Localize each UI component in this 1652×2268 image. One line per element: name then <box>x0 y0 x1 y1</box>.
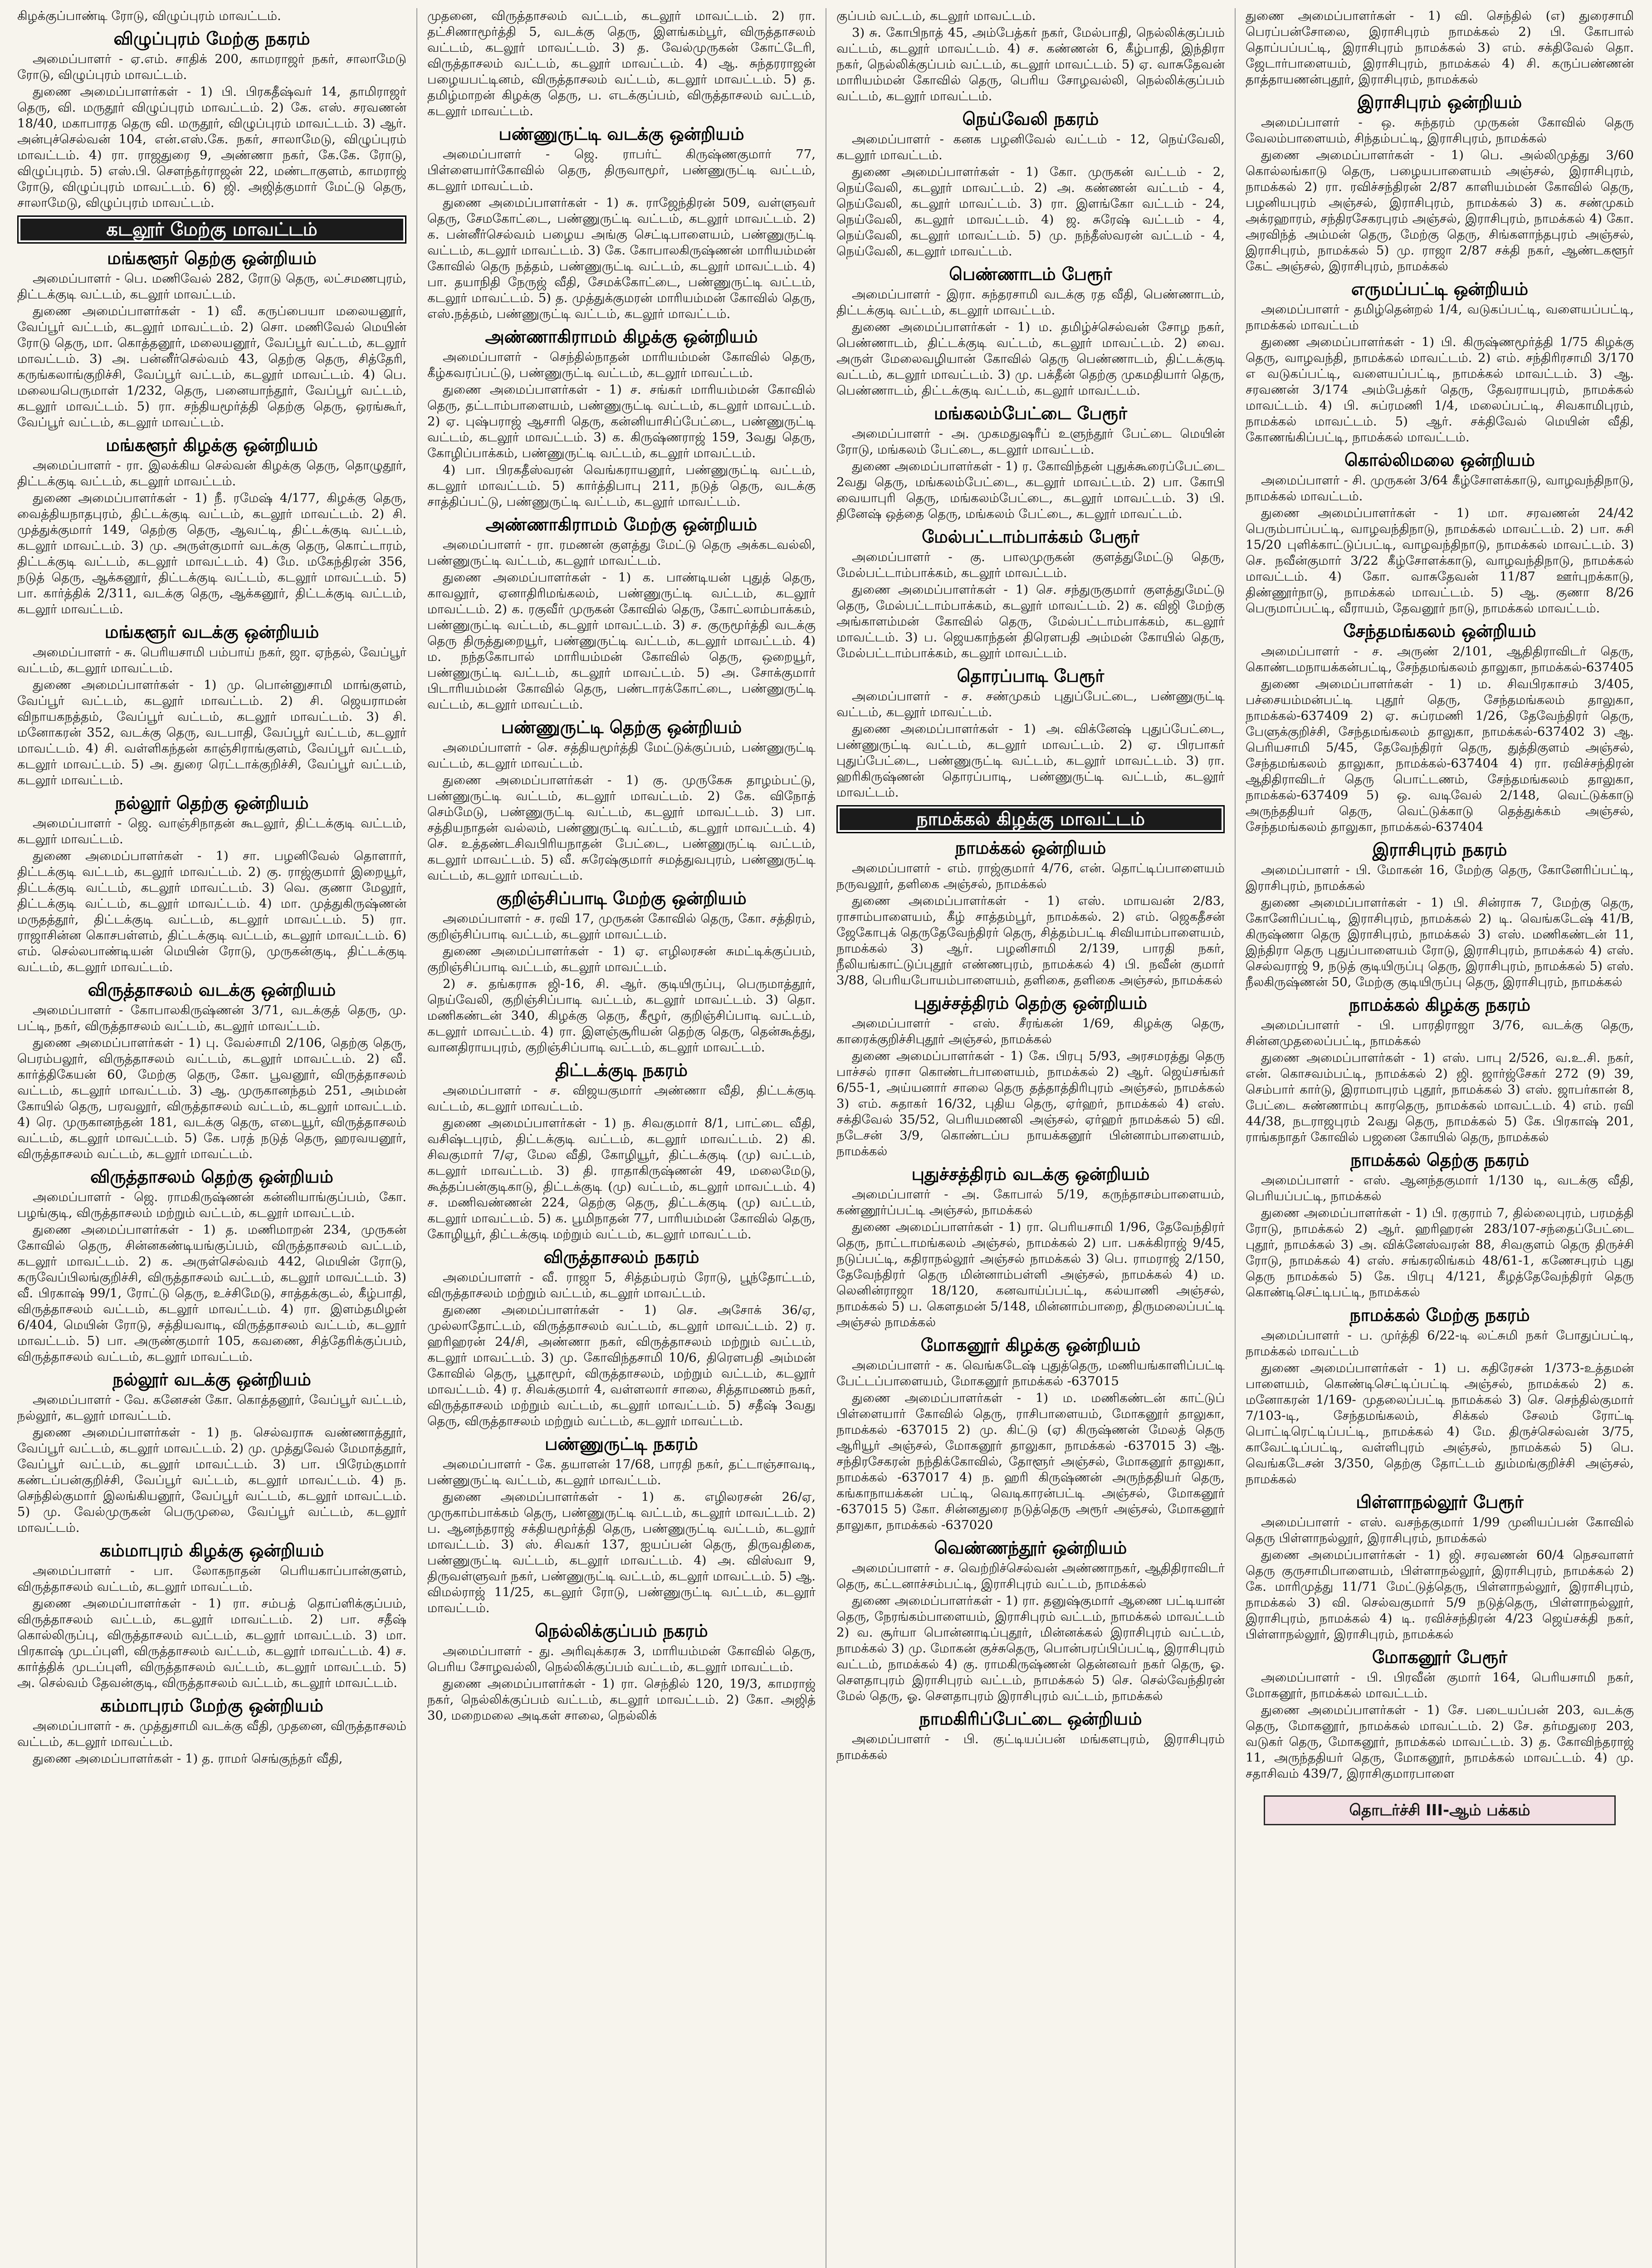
member-paragraph: அமைப்பாளர் - கனக பழனிவேல் வட்டம் - 12, நெய்வேலி, கடலூர் மாவட்டம். <box>836 132 1225 162</box>
member-paragraph: அமைப்பாளர் - பா. லோகநாதன் பெரியகாப்பான்குளம், விருத்தாசலம் வட்டம், கடலூர் மாவட்டம். <box>17 1564 406 1594</box>
member-paragraph: துணை அமைப்பாளர்கள் - 1) சு. ராஜேந்திரன் 509, வள்ளுவர் தெரு, சேமகோட்டை, பண்ணுருட்டி வட்டம், கடலூர் மாவட்டம். 2) க. பன்னீர்செல்வம் பழைய அங்கு செட்டிபாளையம், பண்ணுருட்டி வட்டம், கடலூர் மாவட்டம். 3) கே. கோபாலகிருஷ்ணன் மாரியம்மன் கோவில் தெரு நத்தம், பண்ணுருட்டி வட்டம், கடலூர் மாவட்டம். 4) பா. தயாநிதி நேருஜ் வீதி, சேமக்கோட்டை, பண்ணுருட்டி வட்டம், கடலூர் மாவட்டம். 5) த. முத்துக்குமரன் மாரியம்மன் கோவில் தெரு, எஸ்.நத்தம், பண்ணுருட்டி வட்டம், கடலூர் மாவட்டம். <box>427 196 816 321</box>
section-heading: கம்மாபுரம் மேற்கு ஒன்றியம் <box>100 1696 323 1716</box>
column-3 <box>826 8 1235 2268</box>
section-heading: சேந்தமங்கலம் ஒன்றியம் <box>1343 621 1536 641</box>
union-section <box>836 992 1225 1159</box>
member-paragraph: அமைப்பாளர் - பி. பாரதிராஜா 3/76, வடக்கு தெரு, சின்னமுதலைப்பட்டி, நாமக்கல் <box>1246 1018 1634 1048</box>
member-paragraph: துணை அமைப்பாளர்கள் - 1) பி. கிருஷ்ணமூர்த்தி 1/75 கிழக்கு தெரு, வாழவந்தி, நாமக்கல் மாவட்டம். 2) எம். சந்திரிரசாமி 3/170 எ வடுகப்பட்டி, வளையப்பட்டி, நாமக்கல் மாவட்டம். 3) ஆ. சரவணன் 3/174 அம்பேத்கர் தெரு, தேவராயபுரம், நாமக்கல் மாவட்டம். 4) பி. சுப்ரமணி 1/4, மலைப்பட்டி, சிவகாமிபுரம், நாமக்கல் மாவட்டம். 5) ஆர். சக்திவேல் மெயின் வீதி, கோணங்கிப்பட்டி, நாமக்கல் மாவட்டம். <box>1246 335 1634 445</box>
member-paragraph: துணை அமைப்பாளர்கள் - 1) ந. செல்வராசு வண்ணாத்தூர், வேப்பூர் வட்டம், கடலூர் மாவட்டம். 2) மு. முத்துவேல் மேமாத்தூர், வேப்பூர் வட்டம், கடலூர் மாவட்டம். 3) பா. பிரேம்குமார் கண்டப்பன்குறிச்சி, வேப்பூர் வட்டம், கடலூர் மாவட்டம். 4) ந. செந்தில்குமார் இலங்கியனூர், வேப்பூர் வட்டம், கடலூர் மாவட்டம். 5) மு. வேல்முருகன் பெருமுலை, வேப்பூர் வட்டம், கடலூர் மாவட்டம். <box>17 1425 406 1535</box>
section-heading: மேல்பட்டாம்பாக்கம் பேரூர் <box>922 527 1139 547</box>
section-heading: நாமகிரிப்பேட்டை ஒன்றியம் <box>919 1709 1142 1729</box>
union-section <box>836 402 1225 522</box>
member-paragraph: துணை அமைப்பாளர்கள் - 1) பி. ரகுராம் 7, தில்லைபுரம், பரமத்தி ரோடு, நாமக்கல் 2) ஆர். ஹரிஹரன் 283/107-சந்தைப்பேட்டை புதூர், நாமக்கல் 3) அ. விக்னேஸ்வரன் 88, சிவகுளம் தெரு திருச்சி ரோடு, நாமக்கல் 4) எஸ். சங்கரலிங்கம் 48/61-1, கணேசபுரம் புது தெரு நாமக்கல் 5) கே. பிரபு 4/121, கீழத்தேவேந்திரர் தெரு கொண்டிசெட்டிபட்டி, நாமக்கல் <box>1246 1206 1634 1300</box>
member-paragraph: அமைப்பாளர் - ரா. ரமணன் குளத்து மேட்டு தெரு அக்கடவல்லி, பண்ணுருட்டி வட்டம், கடலூர் மாவட்டம். <box>427 538 816 568</box>
district-section <box>836 805 1225 833</box>
member-paragraph: துணை அமைப்பாளர்கள் - 1) பெ. அல்லிமுத்து 3/60 கொல்லங்காடு தெரு, பழையபாளையம் அஞ்சல், இராசிபுரம், நாமக்கல் 2) ரா. ரவிச்சந்திரன் 2/87 காளியம்மன் கோவில் தெரு, பழனியபுரம் அஞ்சல், இராசிபுரம், நாமக்கல் 3) க. சண்முகம் அக்ரஹாரம், சந்திரசேகரபுரம் அஞ்சல், இராசிபுரம், நாமக்கல் 4) கோ. அரவிந்த் அம்மன் தெரு, மேற்கு தெரு, சிங்களாந்தபுரம் அஞ்சல், இராசிபுரம், நாமக்கல் 5) மு. ராஜா 2/87 சக்தி நகர், ஆண்டகளூர் கேட் அஞ்சல், இராசிபுரம், நாமக்கல் <box>1246 148 1634 274</box>
member-paragraph: கிழக்குப்பாண்டி ரோடு, விழுப்புரம் மாவட்டம். <box>17 9 281 23</box>
member-paragraph: அமைப்பாளர் - எஸ். ஆனந்தகுமார் 1/130 டி, வடக்கு வீதி, பெரியப்பட்டி, நாமக்கல் <box>1246 1173 1634 1203</box>
member-paragraph: துணை அமைப்பாளர்கள் - 1) ந. சிவகுமார் 8/1, பாட்டை வீதி, வசிஷ்டபுரம், திட்டக்குடி வட்டம், கடலூர் மாவட்டம். 2) கி. சிவகுமார் 7/ஏ, மேல வீதி, கோழியூர், திட்டக்குடி (மு) வட்டம், கடலூர் மாவட்டம். 3) தி. ராதாகிருஷ்ணன் 49, மலைமேடு, கூத்தப்பன்குடிகாடு, திட்டக்குடி (மு) வட்டம், கடலூர் மாவட்டம். 4) ச. மணிவண்ணன் 224, தெற்கு தெரு, திட்டக்குடி (மு) வட்டம், கடலூர் மாவட்டம். 5) க. பூமிநாதன் 77, பாரியம்மன் கோவில் தெரு, கோழியூர், திட்டக்குடி மற்றும் வட்டம், கடலூர் மாவட்டம். <box>427 1116 816 1242</box>
member-paragraph: துணை அமைப்பாளர்கள் - 1) எஸ். பாபு 2/526, வ.உ.சி. நகர், என். கொசவம்பட்டி, நாமக்கல் 2) ஜி. ஜார்ஜ்சேகர் 272 (9) 39, செம்பார் கார்டு, இராமாபுரம் புதூர், நாமக்கல் 3) எஸ். ஜாபர்கான் 8, பேட்டை சுண்ணாம்பு காரதெரு, நாமக்கல் மாவட்டம். 4) எம். ரவி 44/38, நடராஜபுரம் 2வது தெரு, நாமக்கல் 5) கே. பிரகாஷ் 201, ராங்கநாதர் கோவில் பஜனை கோயில் தெரு, நாமக்கல் <box>1246 1051 1634 1144</box>
section-heading: நெல்லிக்குப்பம் நகரம் <box>535 1621 708 1641</box>
member-paragraph: துணை அமைப்பாளர்கள் - 1) ப. கதிரேசன் 1/373-உத்தமன் பாளையம், கொண்டிசெட்டிப்பட்டி அஞ்சல், நாமக்கல் 2) க. மனோகரன் 1/169- முதலைப்பட்டி நாமக்கல் 3) செ. செந்தில்குமார் 7/103-டி, சேந்தமங்கலம், சிக்கல் சேலம் ரோட்டி பொட்டிரெட்டிப்பட்டி, நாமக்கல் 4) மே. திருச்செல்வன் 3/75, காவேட்டிப்பட்டி, வள்ளிபுரம் அஞ்சல், நாமக்கல் 5) பெ. வெங்கடேசன் 3/350, தெற்கு தோட்டம் தும்மங்குறிச்சி அஞ்சல், நாமக்கல் <box>1246 1361 1634 1486</box>
section-heading: மங்கலம்பேட்டை பேரூர் <box>934 403 1127 423</box>
union-section <box>1246 1304 1634 1487</box>
member-paragraph: அமைப்பாளர் - ஒ. சுந்தரம் முருகன் கோவில் தெரு வேலம்பாளையம், சிந்தம்பட்டி, இராசிபுரம், நாமக்கல் <box>1246 115 1634 146</box>
union-section <box>427 1620 816 1724</box>
member-paragraph: அமைப்பாளர் - சு. முத்துசாமி வடக்கு வீதி, முதனை, விருத்தாசலம் வட்டம், கடலூர் மாவட்டம். <box>17 1719 407 1749</box>
member-paragraph: துணை அமைப்பாளர்கள் - 1) க. எழிலரசன் 26/ஏ, முருகாம்பாக்கம் தெரு, பண்ணுருட்டி வட்டம், கடலூர் மாவட்டம். 2) ப. ஆனந்தராஜ் சக்தியமூர்த்தி தெரு, பண்ணுருட்டி வட்டம், கடலூர் மாவட்டம். 3) ஸ். சிவகர் 137, ஐயப்பன் தெரு, திருவதிகை, பண்ணுருட்டி வட்டம், கடலூர் மாவட்டம். 4) அ. விஸ்வா 9, திருவள்ளுவர் நகர், பண்ணுருட்டி வட்டம், கடலூர் மாவட்டம். 5) ஆ. விமல்ராஜ் 11/25, கடலூர் ரோடு, பண்ணுருட்டி வட்டம், கடலூர் மாவட்டம். <box>427 1490 816 1615</box>
union-section <box>1246 620 1634 835</box>
union-section <box>1246 1646 1634 1782</box>
union-section <box>427 123 816 322</box>
section-heading: குறிஞ்சிப்பாடி மேற்கு ஒன்றியம் <box>496 888 747 908</box>
union-section <box>1246 1491 1634 1642</box>
section-heading: அண்ணாகிராமம் கிழக்கு ஒன்றியம் <box>485 327 758 347</box>
member-paragraph: அமைப்பாளர் - ரா. இலக்கிய செல்வன் கிழக்கு தெரு, தொழுதூர், திட்டக்குடி வட்டம், கடலூர் மாவட்டம். <box>17 458 406 489</box>
member-paragraph: துணை அமைப்பாளர்கள் - 1) ச. சங்கர் மாரியம்மன் கோவில் தெரு, தட்டாம்பாளையம், பண்ணுருட்டி வட்டம், கடலூர் மாவட்டம். 2) ஏ. புஷ்பராஜ் ஆசாரி தெரு, கன்னியாசிப்பேட்டை, பண்ணுருட்டி வட்டம், கடலூர் மாவட்டம். 3) க. கிருஷ்ணராஜ் 159, 3வது தெரு, கோழிப்பாக்கம், பண்ணுருட்டி வட்டம், கடலூர் மாவட்டம். <box>427 382 816 460</box>
member-paragraph: 2) ச. தங்கராசு ஜி-16, சி. ஆர். குடியிருப்பு, பெருமாத்தூர், நெய்வேலி, குறிஞ்சிப்பாடி வட்டம், கடலூர் மாவட்டம். 3) தொ. மணிகண்டன் 340, கிழக்கு தெரு, கீழூர், குறிஞ்சிப்பாடி வட்டம், கடலூர் மாவட்டம். 4) ரா. இளஞ்சூரியன் தெற்கு தெரு, தென்கூத்து, வானதிராயபுரம், குறிஞ்சிப்பாடி வட்டம், கடலூர் மாவட்டம். <box>427 977 816 1055</box>
member-paragraph: அமைப்பாளர் - பி. குட்டியப்பன் மங்களபுரம், இராசிபுரம் நாமக்கல் <box>836 1732 1225 1762</box>
section-heading: அண்ணாகிராமம் மேற்கு ஒன்றியம் <box>485 514 758 534</box>
member-paragraph: அமைப்பாளர் - ச. சண்முகம் புதுப்பேட்டை, பண்ணுருட்டி வட்டம், கடலூர் மாவட்டம். <box>836 689 1225 719</box>
union-section <box>17 28 406 211</box>
section-heading: மங்களூர் தெற்கு ஒன்றியம் <box>107 248 317 268</box>
section-heading: நெய்வேலி நகரம் <box>962 109 1099 129</box>
member-paragraph: அமைப்பாளர் - எஸ். வசந்தகுமார் 1/99 முனியப்பன் கோவில் தெரு பிள்ளாநல்லூர், இராசிபுரம், நாமக்கல் <box>1246 1515 1634 1545</box>
member-paragraph: அமைப்பாளர் - செந்தில்நாதன் மாரியம்மன் கோவில் தெரு, கீழ்கவரப்பட்டு, பண்ணுருட்டி வட்டம், கடலூர் மாவட்டம். <box>427 350 816 380</box>
section-heading: விருத்தாசலம் தெற்கு ஒன்றியம் <box>90 1167 333 1187</box>
union-section <box>836 8 1225 104</box>
member-paragraph: அமைப்பாளர் - பி. மோகன் 16, மேற்கு தெரு, கோனேரிப்பட்டி, இராசிபுரம், நாமக்கல் <box>1246 863 1634 893</box>
member-paragraph: துணை அமைப்பாளர்கள் - 1) த. மணிமாறன் 234, முருகன் கோவில் தெரு, சின்னகண்டியங்குப்பம், விருத்தாசலம் வட்டம், கடலூர் மாவட்டம். 2) க. அருள்செல்வம் 442, மெயின் ரோடு, கருவேப்பிலங்குறிச்சி, விருத்தாசலம் வட்டம், கடலூர் மாவட்டம். 3) வீ. பிரகாஷ் 99/1, ரோட்டு தெரு, உச்சிமேடு, சாத்தக்குடல், கீழ்பாதி, விருத்தாசலம் வட்டம், கடலூர் மாவட்டம். 4) ரா. இளம்தமிழன் 6/404, மெயின் ரோடு, சத்தியவாடி, விருத்தாசலம் வட்டம், கடலூர் மாவட்டம். 5) பா. அருண்குமார் 105, கவணை, சித்தேரிக்குப்பம், விருத்தாசலம் வட்டம், கடலூர் மாவட்டம். <box>17 1222 406 1364</box>
member-paragraph: துணை அமைப்பாளர்கள் - 1) ம. சிவபிரகாசம் 3/405, பச்சையம்மன்பட்டி புதூர் தெரு, சேந்தமங்கலம் தாலுகா, நாமக்கல்-637409 2) ஏ. சுப்ரமணி 1/26, தேவேந்திரர் தெரு, பேளுக்குறிச்சி, சேந்தமங்கலம் தாலுகா, நாமக்கல்-637402 3) ஆ. பெரியசாமி 5/45, தேவேந்திரர் தெரு, துத்திகுளம் அஞ்சல், சேந்தமங்கலம் தாலுகா, நாமக்கல்-637404 4) ரா. ரவிச்சந்திரன் ஆதிதிராவிடர் தெரு பொட்டணம், சேந்தமங்கலம் தாலுகா, நாமக்கல்-637409 5) ஒ. வடிவேல் 2/148, வெட்டுக்காடு அருந்ததியர் தெரு, வெட்டுக்காடு தெத்துக்கம் அஞ்சல், சேந்தமங்கலம் தாலுகா, நாமக்கல்-637404 <box>1246 677 1634 834</box>
section-heading: நல்லூர் வடக்கு ஒன்றியம் <box>112 1369 311 1389</box>
union-section <box>427 8 816 119</box>
union-section <box>17 8 406 24</box>
section-heading: மங்களூர் வடக்கு ஒன்றியம் <box>104 622 319 642</box>
member-paragraph: துணை அமைப்பாளர்கள் - 1) சே. படையப்பன் 203, வடக்கு தெரு, மோகனூர், நாமக்கல் மாவட்டம். 2) சே. தர்மதுரை 203, வடுகர் தெரு, மோகனூர், நாமக்கல் மாவட்டம். 3) த. கோவிந்தராஜ் 11, அருந்ததியர் தெரு, மோகனூர், நாமக்கல் மாவட்டம். 4) மு. சதாசிவம் 439/7, இராசிகுமாரபாளை <box>1246 1703 1634 1781</box>
member-paragraph: துணை அமைப்பாளர்கள் - 1) ஜி. சரவணன் 60/4 நெசவாளர் தெரு குருசாமிபாளையம், பிள்ளாநல்லூர், இராசிபுரம், நாமக்கல் 2) கே. மாரிமுத்து 11/71 மேட்டுத்தெரு, பிள்ளாநல்லூர், இராசிபுரம், நாமக்கல் 3) வி. செல்வகுமார் 5/9 நடுத்தெரு, பிள்ளாநல்லூர், இராசிபுரம், நாமக்கல் 4) டி. ரவிச்சந்திரன் 4/23 ஜெய்சக்தி நகர், பிள்ளாநல்லூர், இராசிபுரம், நாமக்கல் <box>1246 1548 1634 1642</box>
member-paragraph: துணை அமைப்பாளர்கள் - 1) அ. விக்னேஷ் புதுப்பேட்டை, பண்ணுருட்டி வட்டம், கடலூர் மாவட்டம். 2) ஏ. பிரபாகர் புதுப்பேட்டை, பண்ணுருட்டி வட்டம், கடலூர் மாவட்டம். 3) ரா. ஹரிகிருஷ்ணன் தொரப்பாடி, பண்ணுருட்டி வட்டம், கடலூர் மாவட்டம். <box>836 722 1225 800</box>
union-section <box>17 621 406 788</box>
section-heading: நல்லூர் தெற்கு ஒன்றியம் <box>115 793 309 813</box>
member-paragraph: அமைப்பாளர் - சு. பெரியசாமி பம்பாய் நகர், ஜா. ஏந்தல், வேப்பூர் வட்டம், கடலூர் மாவட்டம். <box>17 645 406 675</box>
member-paragraph: துணை அமைப்பாளர்கள் - 1) பு. வேல்சாமி 2/106, தெற்கு தெரு, பெரம்பலூர், விருத்தாசலம் வட்டம், கடலூர் மாவட்டம். 2) வீ. கார்த்திகேயன் 60, மேற்கு தெரு, கோ. பூவனூர், விருத்தாசலம் வட்டம், கடலூர் மாவட்டம். 3) ஆ. முருகானந்தம் 251, அம்மன் கோயில் தெரு, பரவலூர், விருத்தாசலம் வட்டம், கடலூர் மாவட்டம். 4) ரெ. முருகானந்தன் 181, வடக்கு தெரு, எடையூர், விருத்தாசலம் வட்டம், கடலூர் மாவட்டம். 5) கே. பரத் நடுத் தெரு, ஹரவயனூர், விருத்தாசலம் வட்டம், கடலூர் மாவட்டம். <box>17 1036 406 1161</box>
member-paragraph: அமைப்பாளர் - கே. தயாளன் 17/68, பாரதி நகர், தட்டாஞ்சாவடி, பண்ணுருட்டி வட்டம், கடலூர் மாவட்டம். <box>427 1457 816 1487</box>
member-paragraph: அமைப்பாளர் - ச. வெற்றிச்செல்வன் அண்ணாநகர், ஆதிதிராவிடர் தெரு, கட்டனாச்சம்பட்டி, இராசிபுரம் வட்டம், நாமக்கல் <box>836 1561 1225 1591</box>
section-heading: எருமப்பட்டி ஒன்றியம் <box>1351 279 1529 299</box>
member-paragraph: அமைப்பாளர் - க. வெங்கடேஷ் புதுத்தெரு, மணியங்காளிப்பட்டி பேட்டப்பாளையம், மோகனூர் நாமக்கல் -637015 <box>836 1358 1225 1388</box>
union-section <box>1246 994 1634 1145</box>
union-section <box>836 1334 1225 1533</box>
member-paragraph: துணை அமைப்பாளர்கள் - 1) கு. முருகேசு தாழம்பட்டு, பண்ணுருட்டி வட்டம், கடலூர் மாவட்டம். 2) கே. விநோத் செம்மேடு, பண்ணுருட்டி வட்டம், கடலூர் மாவட்டம். 3) பா. சத்தியநாதன் வல்லம், பண்ணுருட்டி வட்டம், கடலூர் மாவட்டம். 4) செ. உத்தண்டசிவபிரியநாதன் பேட்டை, பண்ணுருட்டி வட்டம், கடலூர் மாவட்டம். 5) வீ. சுரேஷ்குமார் சமத்துவபுரம், பண்ணுருட்டி வட்டம், கடலூர் மாவட்டம். <box>427 773 816 883</box>
member-paragraph: துணை அமைப்பாளர்கள் - 1) மு. பொன்னுசாமி மாங்குளம், வேப்பூர் வட்டம், கடலூர் மாவட்டம். 2) சி. ஜெயராமன் விநாயகநத்தம், வேப்பூர் வட்டம், கடலூர் மாவட்டம். 3) சி. மனோகரன் 352, வடக்கு தெரு, வடபாதி, வேப்பூர் வட்டம், கடலூர் மாவட்டம். 4) சி. வள்ளிகந்தன் காஞ்சிராங்குளம், வேப்பூர் வட்டம், கடலூர் மாவட்டம். 5) அ. துரை ரெட்டாக்குறிச்சி, வேப்பூர் வட்டம், கடலூர் மாவட்டம். <box>17 678 406 787</box>
section-heading: புதுச்சத்திரம் தெற்கு ஒன்றியம் <box>914 993 1148 1013</box>
member-paragraph: அமைப்பாளர் - ஜெ. ராமகிருஷ்ணன் கன்னியாங்குப்பம், கோ. பழங்குடி, விருத்தாசலம் மற்றும் வட்டம், கடலூர் மாவட்டம். <box>17 1190 406 1220</box>
member-paragraph: அமைப்பாளர் - ஜெ. ராபர்ட் கிருஷ்ணகுமார் 77, பிள்ளையார்கோவில் தெரு, திருவாமூர், பண்ணுருட்டி வட்டம், கடலூர் மாவட்டம். <box>427 147 816 193</box>
member-paragraph: அமைப்பாளர் - ப. முர்த்தி 6/22-டி லட்சுமி நகர் போதுப்பட்டி, நாமக்கல் மாவட்டம் <box>1246 1328 1634 1359</box>
member-paragraph: அமைப்பாளர் - பெ. மணிவேல் 282, ரோடு தெரு, லட்சமணபுரம், திட்டக்குடி வட்டம், கடலூர் மாவட்டம். <box>17 271 406 302</box>
union-section <box>427 887 816 1056</box>
member-paragraph: அமைப்பாளர் - எம். ராஜ்குமார் 4/76, என். தொட்டிப்பாளையம் நருவலூர், தளிகை அஞ்சல், நாமக்கல் <box>836 861 1225 891</box>
member-paragraph: அமைப்பாளர் - து. அரிவுக்கரசு 3, மாரியம்மன் கோவில் தெரு, பெரிய சோழவல்லி, நெல்லிக்குப்பம் வட்டம், கடலூர் மாவட்டம். <box>427 1644 816 1674</box>
union-section <box>17 434 406 617</box>
district-heading: நாமக்கல் கிழக்கு மாவட்டம் <box>836 805 1225 833</box>
member-paragraph: துணை அமைப்பாளர்கள் - 1) பி. பிரகதீஷ்வர் 14, தாமிராஜர் தெரு, வி. மருதூர் விழுப்புரம் மாவட்டம். 2) கே. எஸ். சரவணன் 18/40, மகாபாரத தெரு வி. மருதூர், விழுப்புரம் மாவட்டம். 3) ஆர். அன்புச்செல்வன் 104, என்.எஸ்.கே. நகர், சாலாமேடு, விழுப்புரம் மாவட்டம். 4) ரா. ராஜதுரை 9, அண்ணா நகர், கே.கே. ரோடு, விழுப்புரம். 5) எஸ்.பி. சௌந்தர்ராஜன் 22, மண்டாகுளம், காமராஜ் ரோடு, விழுப்புரம் மாவட்டம். 6) ஜி. அஜித்குமார் மேட்டு தெரு, சாலாமேடு, விழுப்புரம் மாவட்டம். <box>17 84 406 210</box>
union-section <box>836 263 1225 399</box>
member-paragraph: அமைப்பாளர் - சி. முருகன் 3/64 கீழ்சோளக்காடு, வாழவந்திநாடு, நாமக்கல் மாவட்டம். <box>1246 473 1634 503</box>
section-heading: திட்டக்குடி நகரம் <box>555 1060 688 1080</box>
district-heading: கடலூர் மேற்கு மாவட்டம் <box>17 215 406 244</box>
section-heading: பண்ணுருட்டி தெற்கு ஒன்றியம் <box>501 717 742 737</box>
member-paragraph: அமைப்பாளர் - ச. விஜயகுமார் அண்ணா வீதி, திட்டக்குடி வட்டம், கடலூர் மாவட்டம். <box>427 1083 816 1114</box>
member-paragraph: அமைப்பாளர் - அ. முகமதுஷரீப் உளுந்தூர் பேட்டை மெயின் ரோடு, மங்கலம் பேட்டை, கடலூர் மாவட்டம். <box>836 426 1225 457</box>
union-section <box>427 513 816 713</box>
member-paragraph: அமைப்பாளர் - இரா. சுந்தரசாமி வடக்கு ரத வீதி, பெண்ணாடம், திட்டக்குடி வட்டம், கடலூர் மாவட்டம். <box>836 287 1225 318</box>
member-paragraph: துணை அமைப்பாளர்கள் - 1) த. ராமர் செங்குந்தர் வீதி, <box>33 1751 343 1766</box>
member-paragraph: குப்பம் வட்டம், கடலூர் மாவட்டம். <box>836 9 1036 23</box>
member-paragraph: துணை அமைப்பாளர்கள் - 1) ரா. சம்பத் தொப்ளிக்குப்பம், விருத்தாசலம் வட்டம், கடலூர் மாவட்டம். 2) பா. சதீஷ் கொல்லிருப்பு, விருத்தாசலம் வட்டம், கடலூர் மாவட்டம். 3) மா. பிரகாஷ் முடப்புளி, விருத்தாசலம் வட்டம், கடலூர் மாவட்டம். 4) ச. கார்த்திக் முடப்புளி, விருத்தாசலம் வட்டம், கடலூர் மாவட்டம். 5) அ. செல்வம் தேவன்குடி, விருத்தாசலம் வட்டம், கடலூர் மாவட்டம். <box>17 1596 406 1690</box>
union-section <box>17 1369 406 1536</box>
union-section <box>1246 1149 1634 1300</box>
section-heading: பண்ணுருட்டி வடக்கு ஒன்றியம் <box>499 124 744 144</box>
column-4 <box>1235 8 1644 2268</box>
member-paragraph: 4) பா. பிரகதீஸ்வரன் வெங்கராயனூர், பண்ணுருட்டி வட்டம், கடலூர் மாவட்டம். 5) கார்த்திபாபு 211, நடுத் தெரு, வடக்கு சாத்திப்பட்டு, பண்ணுருட்டி வட்டம், கடலூர் மாவட்டம். <box>427 463 816 509</box>
union-section <box>1246 91 1634 274</box>
column-2 <box>416 8 826 2268</box>
section-heading: விருத்தாசலம் வடக்கு ஒன்றியம் <box>88 980 336 1000</box>
union-section <box>427 1246 816 1429</box>
union-section <box>836 1163 1225 1330</box>
section-heading: நாமக்கல் மேற்கு நகரம் <box>1349 1305 1530 1325</box>
member-paragraph: துணை அமைப்பாளர்கள் - 1) நீ. ரமேஷ் 4/177, கிழக்கு தெரு, வைத்தியநாதபுரம், திட்டக்குடி வட்டம், கடலூர் மாவட்டம். 2) சி. முத்துக்குமார் 149, தெற்கு தெரு, ஆவட்டி, திட்டக்குடி வட்டம், கடலூர் மாவட்டம். 3) மு. அருள்குமார் வடக்கு தெரு, கொட்டாரம், திட்டக்குடி வட்டம், கடலூர் மாவட்டம். 4) மே. மகேந்திரன் 356, நடுத் தெரு, ஆக்கனூர், திட்டக்குடி வட்டம், கடலூர் மாவட்டம். 5) பா. கார்த்திக் 2/311, வடக்கு தெரு, ஆக்கனூர், திட்டக்குடி வட்டம், கடலூர் மாவட்டம். <box>17 491 406 616</box>
union-section <box>17 247 406 430</box>
union-section <box>836 837 1225 988</box>
section-heading: தொரப்பாடி பேரூர் <box>957 666 1105 686</box>
district-section <box>17 215 406 244</box>
section-heading: விழுப்புரம் மேற்கு நகரம் <box>113 29 310 49</box>
continued-on-page-box: தொடர்ச்சி III-ஆம் பக்கம் <box>1264 1795 1616 1825</box>
section-heading: இராசிபுரம் ஒன்றியம் <box>1357 92 1522 112</box>
section-heading: வெண்ணந்தூர் ஒன்றியம் <box>934 1538 1127 1558</box>
union-section <box>17 1695 406 1767</box>
member-paragraph: துணை அமைப்பாளர்கள் - 1) ரா. பெரியசாமி 1/96, தேவேந்திரர் தெரு, நாட்டாமங்கலம் அஞ்சல், நாமக்கல் 2) பா. பசுக்கிராஜ் 9/45, நடுப்பட்டி, கதிராநல்லூர் அஞ்சல் நாமக்கல் 3) பெ. ராமராஜ் 2/150, தேவேந்திரர் தெரு மின்னாம்பள்ளி அஞ்சல், நாமக்கல் 4) ம. லெனின்ராஜா 18/120, கனவாய்ப்பட்டி, கல்யாணி அஞ்சல், நாமக்கல் 5) ப. கௌதமன் 5/148, மின்னாம்பாறை, திருமலைப்பட்டி அஞ்சல் நாமக்கல் <box>836 1220 1225 1330</box>
member-paragraph: துணை அமைப்பாளர்கள் - 1) ர. கோவிந்தன் புதுக்கூரைப்பேட்டை 2வது தெரு, மங்கலம்பேட்டை, கடலூர் மாவட்டம். 2) பா. கோபி வையாபுரி தெரு, மங்கலம்பேட்டை, கடலூர் மாவட்டம். 3) பி. தினேஷ் ஒத்தை தெரு, மங்கலம் பேட்டை, கடலூர் மாவட்டம். <box>836 459 1225 521</box>
member-paragraph: துணை அமைப்பாளர்கள் - 1) ரா. செந்தில் 120, 19/3, காமராஜ் நகர், நெல்லிக்குப்பம் வட்டம், கடலூர் மாவட்டம். 2) கோ. அஜித் 30, மறைமலை அடிகள் சாலை, நெல்லிக் <box>427 1677 816 1723</box>
section-heading: மோகனூர் பேரூர் <box>1372 1647 1507 1667</box>
member-paragraph: அமைப்பாளர் - அ. கோபால் 5/19, கருந்தாசம்பாளையம், கண்ணூர்ப்பட்டி அஞ்சல், நாமக்கல் <box>836 1187 1225 1217</box>
column-1 <box>7 8 416 2268</box>
member-paragraph: துணை அமைப்பாளர்கள் - 1) செ. சந்துருகுமார் குளத்துமேட்டு தெரு, மேல்பட்டாம்பாக்கம், கடலூர் மாவட்டம். 2) க. விஜி மேற்கு அங்காளம்மன் கோவில் தெரு, மேல்பட்டாம்பாக்கம், கடலூர் மாவட்டம். 3) ப. ஜெயகாந்தன் திரௌபதி அம்மன் கோயில் தெரு, மேல்பட்டாம்பாக்கம், கடலூர் மாவட்டம். <box>836 582 1225 660</box>
section-heading: பண்ணுருட்டி நகரம் <box>545 1434 698 1454</box>
section-heading: இராசிபுரம் நகரம் <box>1372 840 1507 860</box>
union-section <box>427 326 816 510</box>
union-section <box>17 979 406 1162</box>
member-paragraph: அமைப்பாளர் - கு. பாலமுருகன் குளத்துமேட்டு தெரு, மேல்பட்டாம்பாக்கம், கடலூர் மாவட்டம். <box>836 550 1225 580</box>
member-paragraph: துணை அமைப்பாளர்கள் - 1) ஏ. எழிலரசன் சுமட்டிக்குப்பம், குறிஞ்சிப்பாடி வட்டம், கடலூர் மாவட்டம். <box>427 944 816 974</box>
member-paragraph: துணை அமைப்பாளர்கள் - 1) ரா. தனுஷ்குமார் ஆணை பட்டியான் தெரு, நேரங்கம்பாளையம், இராசிபுரம் வட்டம், நாமக்கல் மாவட்டம் 2) வ. சூர்யா பொன்னாடிப்புதூர், மின்னக்கல் இராசிபுரம் வட்டம், நாமக்கல் 3) மு. மோகன் குச்சுதெரு, பொன்பரப்பிப்பட்டி, இராசிபுரம் வட்டம், நாமக்கல் 4) கு. ராமகிருஷ்ணன் தென்னவர் நகர் தெரு, ஓ. சௌதாபுரம் இராசிபுரம் வட்டம், நாமக்கல் 5) செ. செல்வேந்திரன் மேல் தெரு, ஓ. சௌதாபுரம் இராசிபுரம் வட்டம், நாமக்கல் <box>836 1593 1225 1703</box>
member-paragraph: அமைப்பாளர் - வீ. ராஜா 5, சித்தம்பரம் ரோடு, பூந்தோட்டம், விருத்தாசலம் மற்றும் வட்டம், கடலூர் மாவட்டம். <box>427 1270 816 1300</box>
member-paragraph: துணை அமைப்பாளர்கள் - 1) வீ. கருப்பையா மலையனூர், வேப்பூர் வட்டம், கடலூர் மாவட்டம். 2) சொ. மணிவேல் மெயின் ரோடு தெரு, மா. கொத்தனூர், மலையனூர், வேப்பூர் வட்டம், கடலூர் மாவட்டம். 3) அ. பன்னீர்செல்வம் 43, தெற்கு தெரு, சித்தேரி, கருங்கலாங்குறிச்சி, வேப்பூர் வட்டம், கடலூர் மாவட்டம். 4) பெ. மலையபெருமாள் 1/232, தெரு, பனையாந்தூர், வேப்பூர் வட்டம், கடலூர் மாவட்டம். 5) ரா. சந்தியமூர்த்தி தெற்கு தெரு, ஒரங்கூர், வேப்பூர் வட்டம், கடலூர் மாவட்டம். <box>17 304 406 430</box>
union-section <box>836 1537 1225 1704</box>
member-paragraph: துணை அமைப்பாளர்கள் - 1) மா. சரவணன் 24/42 பெரும்பாப்பட்டி, வாழவந்திநாடு, நாமக்கல் மாவட்டம். 2) பா. சுசி 15/20 புளிக்காட்டுப்பட்டி, வாழவந்திநாடு, நாமக்கல் மாவட்டம். 3) செ. நவீன்குமார் 3/22 கீழ்சோளக்காடு, வாழவந்திநாடு, நாமக்கல் மாவட்டம். 4) கோ. வாசுதேவன் 11/87 ஊர்புறக்காடு, திண்ணூர்நாடு, நாமக்கல் மாவட்டம். 5) ஆ. குணா 8/26 பெருமாப்பட்டி, வீராயம், தேவனூர் நாடு, நாமக்கல் மாவட்டம். <box>1246 506 1634 616</box>
member-paragraph: முதனை, விருத்தாசலம் வட்டம், கடலூர் மாவட்டம். 2) ரா. தட்சிணாமூர்த்தி 5, வடக்கு தெரு, இளங்கம்பூர், விருத்தாசலம் வட்டம், கடலூர் மாவட்டம். 3) த. வேல்முருகன் கோட்டேரி, விருத்தாசலம் வட்டம், கடலூர் மாவட்டம். 4) ஆ. சுந்தரராஜன் பழையபட்டினம், விருத்தாசலம் வட்டம், கடலூர் மாவட்டம். 5) த. தமிழ்மாறன் கிழக்கு தெரு, ப. எடக்குப்பம், விருத்தாசலம் வட்டம், கடலூர் மாவட்டம். <box>427 9 816 118</box>
member-paragraph: அமைப்பாளர் - ச. ரவி 17, முருகன் கோவில் தெரு, கோ. சத்திரம், குறிஞ்சிப்பாடி வட்டம், கடலூர் மாவட்டம். <box>427 911 816 942</box>
section-heading: நாமக்கல் கிழக்கு நகரம் <box>1349 995 1530 1015</box>
member-paragraph: அமைப்பாளர் - எஸ். சீரங்கன் 1/69, கிழக்கு தெரு, காரைக்குறிச்சிபுதூர் அஞ்சல், நாமக்கல் <box>836 1016 1225 1046</box>
member-paragraph: துணை அமைப்பாளர்கள் - 1) எஸ். மாயவன் 2/83, ராசாம்பாளையம், கீழ் சாத்தம்பூர், நாமக்கல். 2) எம். ஜெகதீசன் ஜேகோபுக் தெருதேவேந்திரர் தெரு, சித்தம்பட்டி சிவியாம்பாளையம், நாமக்கல் 3) ஆர். பழனிசாமி 2/139, பாரதி நகர், நீலியங்காட்டுப்புதூர் எண்ணபுரம், நாமக்கல் 4) பி. நவீன் குமார் 3/88, பெரியபோயம்பாளையம், தளிகை, தளிகை அஞ்சல், நாமக்கல் <box>836 894 1225 987</box>
union-section <box>1246 278 1634 445</box>
union-section <box>427 1433 816 1616</box>
section-heading: கம்மாபுரம் கிழக்கு ஒன்றியம் <box>99 1540 324 1560</box>
member-paragraph: அமைப்பாளர் - ஜெ. வாஞ்சிநாதன் கூடலூர், திட்டக்குடி வட்டம், கடலூர் மாவட்டம். <box>17 816 406 846</box>
member-paragraph: துணை அமைப்பாளர்கள் - 1) வி. செந்தில் (எ) துரைசாமி பெரப்பன்சோலை, இராசிபுரம் நாமக்கல் 2) பி. கோபால் தொப்பப்பட்டி, இராசிபுரம் நாமக்கல் 3) எம். சக்திவேல் தொ. ஜேடார்பாளையம், இராசிபுரம், நாமக்கல் 4) சி. கருப்பண்ணன் தாத்தாயணன்புதூர், இராசிபுரம், நாமக்கல் <box>1246 9 1634 87</box>
section-heading: மோகனூர் கிழக்கு ஒன்றியம் <box>920 1335 1141 1355</box>
member-paragraph: துணை அமைப்பாளர்கள் - 1) ம. தமிழ்ச்செல்வன் சோழ நகர், பெண்ணாடம், திட்டக்குடி வட்டம், கடலூர் மாவட்டம். 2) வை. அருள் மேலைவழியான் கோவில் தெரு பெண்ணாடம், திட்டக்குடி வட்டம், கடலூர் மாவட்டம். 3) மு. பக்தீன் தெற்கு முகமதியார் தெரு, பெண்ணாடம், திட்டக்குடி வட்டம், கடலூர் மாவட்டம். <box>836 320 1225 398</box>
member-paragraph: அமைப்பாளர் - கோபாலகிருஷ்ணன் 3/71, வடக்குத் தெரு, மு. பட்டி, நகர், விருத்தாசலம் வட்டம், கடலூர் மாவட்டம். <box>17 1003 406 1033</box>
member-paragraph: அமைப்பாளர் - வே. கனேசன் கோ. கொத்தனூர், வேப்பூர் வட்டம், நல்லூர், கடலூர் மாவட்டம். <box>17 1393 406 1423</box>
union-section <box>17 792 406 975</box>
union-section <box>836 108 1225 259</box>
section-heading: விருத்தாசலம் நகரம் <box>543 1247 699 1267</box>
member-paragraph: துணை அமைப்பாளர்கள் - 1) சா. பழனிவேல் தொளார், திட்டக்குடி வட்டம், கடலூர் மாவட்டம். 2) கு. ராஜ்குமார் இறையூர், திட்டக்குடி வட்டம், கடலூர் மாவட்டம். 3) வெ. குணா மேலூர், திட்டக்குடி வட்டம், கடலூர் மாவட்டம். 4) மா. முத்துகிருஷ்ணன் மருதத்தூர், திட்டக்குடி வட்டம், கடலூர் மாவட்டம். 5) ரா. ராஜாசின்ன கொசபள்ளம், திட்டக்குடி வட்டம், கடலூர் மாவட்டம். 6) எம். செல்லபாண்டியன் மெயின் ரோடு, முருகன்குடி, திட்டக்குடி வட்டம், கடலூர் மாவட்டம். <box>17 849 406 974</box>
member-paragraph: துணை அமைப்பாளர்கள் - 1) க. பாண்டியன் புதுத் தெரு, காவலூர், ஏனாதிரிமங்கலம், பண்ணுருட்டி வட்டம், கடலூர் மாவட்டம். 2) க. ரகுவீர் முருகன் கோவில் தெரு, கோட்லாம்பாக்கம், பண்ணுருட்டி வட்டம், கடலூர் மாவட்டம். 3) ச. குருமூர்த்தி வடக்கு தெரு திருத்துறையூர், பண்ணுருட்டி வட்டம், கடலூர் மாவட்டம். 4) ம. நந்தகோபால் மாரியம்மன் கோவில் தெரு, ஒறையூர், பண்ணுருட்டி வட்டம், கடலூர் மாவட்டம். 5) அ. சோக்குமார் பிடாரியம்மன் கோவில் தெரு, பண்டாரக்கோட்டை, பண்ணுருட்டி வட்டம், கடலூர் மாவட்டம். <box>427 570 816 712</box>
union-section <box>1246 839 1634 990</box>
union-section <box>17 1166 406 1365</box>
section-heading: கொல்லிமலை ஒன்றியம் <box>1344 450 1535 470</box>
member-paragraph: துணை அமைப்பாளர்கள் - 1) செ. அசோக் 36/ஏ, முல்லாதோட்டம், விருத்தாசலம் வட்டம், கடலூர் மாவட்டம். 2) ர. ஹரிஹரன் 24/சி, அண்ணா நகர், விருத்தாசலம் மற்றும் வட்டம், கடலூர் மாவட்டம். 3) மு. கோவிந்தசாமி 10/6, திரௌபதி அம்மன் கோவில் தெரு, பூதாமூர், விருத்தாசலம், மற்றும் வட்டம், கடலூர் மாவட்டம். 4) ர. சிவக்குமார் 4, வள்ளலார் சாலை, சித்தாமணம் நகர், விருத்தாசலம் மற்றும் வட்டம், கடலூர் மாவட்டம். 5) சதீஷ் 3வது தெரு, விருத்தாசலம் மற்றும் வட்டம், கடலூர் மாவட்டம். <box>427 1303 816 1428</box>
section-heading: மங்களூர் கிழக்கு ஒன்றியம் <box>106 435 318 455</box>
member-paragraph: துணை அமைப்பாளர்கள் - 1) கே. பிரபு 5/93, அரசமரத்து தெரு பாச்சல் ராசா கொண்டர்பாளையம், நாமக்கல் 2) ஆர். ஜெய்சங்கர் 6/55-1, அய்யனார் சாலை தெரு தத்தாத்திரிபுரம் அஞ்சல், நாமக்கல் 3) எம். சுதாகர் 16/32, புதிய தெரு, ஏர்ஹர், நாமக்கல் 4) எஸ். சக்திவேல் 35/52, பெரியமணலி அஞ்சல், ஏர்ஹர் நாமக்கல் 5) வி. நடேசன் 3/9, கொண்டப்ப நாயக்கனூர் பின்னாம்பாளையம், நாமக்கல் <box>836 1049 1225 1158</box>
union-section <box>836 526 1225 661</box>
member-paragraph: துணை அமைப்பாளர்கள் - 1) கோ. முருகன் வட்டம் - 2, நெய்வேலி, கடலூர் மாவட்டம். 2) அ. கண்ணன் வட்டம் - 4, நெய்வேலி, கடலூர் மாவட்டம். 3) ரா. இளங்கோ வட்டம் - 24, நெய்வேலி, கடலூர் மாவட்டம். 4) ஜ. சுரேஷ் வட்டம் - 4, நெய்வேலி, கடலூர் மாவட்டம். 5) மு. நந்தீஸ்வரன் வட்டம் - 4, நெய்வேலி, கடலூர் மாவட்டம். <box>836 165 1225 259</box>
union-section <box>1246 449 1634 616</box>
union-section <box>17 1540 406 1691</box>
member-paragraph: துணை அமைப்பாளர்கள் - 1) பி. சின்ராசு 7, மேற்கு தெரு, கோனேரிப்பட்டி, இராசிபுரம், நாமக்கல் 2) டி. வெங்கடேஷ் 41/B, கிருஷ்ணா தெரு இராசிபுரம், நாமக்கல் 3) எஸ். மணிகண்டன் 11, இந்திரா தெரு புதுப்பாளையம் ரோடு, இராசிபுரம், நாமக்கல் 4) எஸ். செல்வராஜ் 9, நடுத் குடியிருப்பு தெரு, இராசிபுரம், நாமக்கல் 5) எஸ். நீலகிருஷ்ணன் 50, மேற்கு குடியிருப்பு தெரு, இராசிபுரம், நாமக்கல் <box>1246 895 1634 989</box>
member-paragraph: அமைப்பாளர் - பி. பிரவீன் குமார் 164, பெரியசாமி நகர், மோகனூர், நாமக்கல் மாவட்டம். <box>1246 1670 1634 1701</box>
union-section <box>836 1708 1225 1763</box>
member-paragraph: அமைப்பாளர் - ச. அருண் 2/101, ஆதிதிராவிடர் தெரு, கொண்டமநாயக்கன்பட்டி, சேந்தமங்கலம் தாலுகா, நாமக்கல்-637405 <box>1246 644 1634 675</box>
union-section <box>427 716 816 884</box>
union-section <box>427 1059 816 1242</box>
member-paragraph: 3) சு. கோபிநாத் 45, அம்பேத்கர் நகர், மேல்பாதி, நெல்லிக்குப்பம் வட்டம், கடலூர் மாவட்டம். 4) ச. கண்ணன் 6, கீழ்பாதி, இந்திரா நகர், நெல்லிக்குப்பம் வட்டம், கடலூர் மாவட்டம். 5) ஏ. வாசுதேவன் மாரியம்மன் கோவில் தெரு, பெரிய சோழவல்லி, நெல்லிக்குப்பம் வட்டம், கடலூர் மாவட்டம். <box>836 25 1225 103</box>
union-section <box>836 665 1225 801</box>
member-paragraph: அமைப்பாளர் - ஏ.எம். சாதிக் 200, காமராஜர் நகர், சாலாமேடு ரோடு, விழுப்புரம் மாவட்டம். <box>17 52 406 82</box>
union-section <box>1246 8 1634 88</box>
member-paragraph: துணை அமைப்பாளர்கள் - 1) ம. மணிகண்டன் காட்டுப் பிள்ளையார் கோவில் தெரு, ராசிபாளையம், மோகனூர் தாலுகா, நாமக்கல் -637015 2) மு. கிட்டு (ஏ) கிருஷ்ணன் மேலத் தெரு ஆரியூர் அஞ்சல், மோகனூர் தாலுகா, நாமக்கல் -637015 3) ஆ. சந்திரசேகரன் நந்திக்கோவில், தோளூர் அஞ்சல், மோகனூர் தாலுகா, நாமக்கல் -637017 4) ந. ஹரி கிருஷ்ணன் அருந்ததியர் தெரு, கங்காநாயக்கன் பட்டி, வெடிகாரன்பட்டி அஞ்சல், மோகனூர் -637015 5) கோ. சின்னதுரை நடுத்தெரு அரூர் அஞ்சல், மோகனூர் தாலுகா, நாமக்கல் -637020 <box>836 1391 1225 1532</box>
section-heading: நாமக்கல் தெற்கு நகரம் <box>1350 1150 1530 1170</box>
section-heading: நாமக்கல் ஒன்றியம் <box>955 838 1106 858</box>
section-heading: பிள்ளாநல்லூர் பேரூர் <box>1356 1492 1524 1512</box>
section-heading: பெண்ணாடம் பேரூர் <box>949 264 1112 284</box>
member-paragraph: அமைப்பாளர் - செ. சத்தியமூர்த்தி மேட்டுக்குப்பம், பண்ணுருட்டி வட்டம், கடலூர் மாவட்டம். <box>427 740 816 771</box>
member-paragraph: அமைப்பாளர் - தமிழ்தென்றல் 1/4, வடுகப்பட்டி, வளையப்பட்டி, நாமக்கல் மாவட்டம் <box>1246 302 1634 332</box>
section-heading: புதுச்சத்திரம் வடக்கு ஒன்றியம் <box>911 1164 1150 1184</box>
